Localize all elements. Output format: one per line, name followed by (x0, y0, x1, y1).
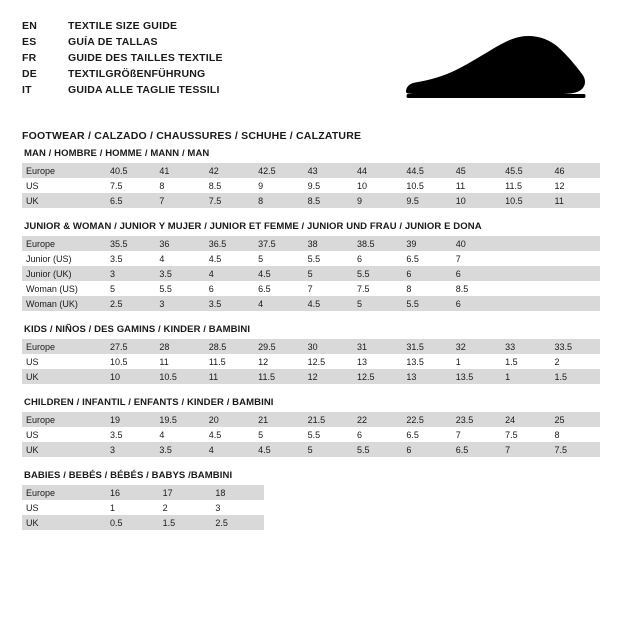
size-cell: 5 (254, 251, 303, 266)
size-cell: 45 (452, 163, 501, 178)
size-cell: 36.5 (205, 236, 254, 251)
table-row (22, 500, 264, 515)
block-heading: BABIES / BEBÉS / BÉBÉS / BABYS /BAMBINI (24, 470, 233, 481)
size-table-children (22, 412, 600, 457)
size-cell: 39 (402, 236, 451, 251)
table-row (22, 412, 600, 427)
table-row (22, 281, 600, 296)
size-cell: 46 (551, 163, 600, 178)
block-heading: KIDS / NIÑOS / DES GAMINS / KINDER / BAMBINI (24, 324, 251, 335)
language-row (22, 50, 223, 66)
size-cell: 31.5 (402, 339, 451, 354)
size-cell: 6 (452, 296, 501, 311)
table-row (22, 236, 600, 251)
size-cell: 7 (452, 251, 501, 266)
size-block-junior-woman (22, 221, 598, 311)
size-cell (551, 236, 600, 251)
size-cell: 2 (551, 354, 600, 369)
size-cell: 28.5 (205, 339, 254, 354)
language-title: GUIDE DES TAILLES TEXTILE (68, 52, 223, 64)
size-cell: 5.5 (353, 442, 402, 457)
language-code: IT (22, 84, 32, 96)
size-cell: 8.5 (304, 193, 353, 208)
size-cell: 7.5 (205, 193, 254, 208)
row-label: UK (22, 193, 106, 208)
size-cell: 42 (205, 163, 254, 178)
size-cell: 42.5 (254, 163, 303, 178)
size-cell: 1.5 (159, 515, 212, 530)
size-cell: 11.5 (254, 369, 303, 384)
row-label: UK (22, 369, 106, 384)
size-cell (501, 251, 550, 266)
row-label: US (22, 427, 106, 442)
language-title: TEXTILE SIZE GUIDE (68, 20, 178, 32)
size-cell: 3 (106, 266, 155, 281)
size-block-children (22, 397, 598, 457)
size-cell: 16 (106, 485, 159, 500)
size-cell: 37.5 (254, 236, 303, 251)
size-cell: 8 (551, 427, 600, 442)
size-cell (501, 296, 550, 311)
size-cell: 40.5 (106, 163, 155, 178)
size-cell: 38 (304, 236, 353, 251)
size-cell: 13 (402, 369, 451, 384)
size-cell: 7.5 (353, 281, 402, 296)
size-block-man (22, 148, 598, 208)
size-cell: 6 (402, 442, 451, 457)
language-row (22, 66, 223, 82)
size-cell: 8.5 (452, 281, 501, 296)
row-label: Junior (US) (22, 251, 106, 266)
size-cell: 23.5 (452, 412, 501, 427)
table-row (22, 296, 600, 311)
size-cell: 4 (205, 442, 254, 457)
size-cell: 22.5 (402, 412, 451, 427)
size-cell: 7 (501, 442, 550, 457)
row-label: Europe (22, 163, 106, 178)
size-cell: 2.5 (211, 515, 264, 530)
size-cell: 3.5 (155, 442, 204, 457)
size-cell: 11 (205, 369, 254, 384)
size-cell: 6.5 (402, 427, 451, 442)
size-cell: 10.5 (106, 354, 155, 369)
row-label: Woman (UK) (22, 296, 106, 311)
language-code: DE (22, 68, 37, 80)
size-block-kids (22, 324, 598, 384)
size-cell: 7 (155, 193, 204, 208)
table-row (22, 193, 600, 208)
language-code: EN (22, 20, 37, 32)
block-heading: CHILDREN / INFANTIL / ENFANTS / KINDER / BAMBINI (24, 397, 274, 408)
size-cell: 11 (452, 178, 501, 193)
size-cell: 7.5 (501, 427, 550, 442)
size-cell: 8.5 (205, 178, 254, 193)
block-heading: JUNIOR & WOMAN / JUNIOR Y MUJER / JUNIOR ET FEMME / JUNIOR UND FRAU / JUNIOR E DONA (24, 221, 482, 232)
table-row (22, 485, 264, 500)
size-cell: 20 (205, 412, 254, 427)
size-cell (551, 296, 600, 311)
size-cell: 10.5 (155, 369, 204, 384)
size-cell: 10 (452, 193, 501, 208)
size-cell: 3 (106, 442, 155, 457)
size-cell: 4.5 (304, 296, 353, 311)
size-cell: 4.5 (254, 266, 303, 281)
table-row (22, 442, 600, 457)
size-cell: 4 (155, 427, 204, 442)
table-row (22, 163, 600, 178)
size-cell: 32 (452, 339, 501, 354)
size-cell: 19 (106, 412, 155, 427)
size-cell: 5.5 (304, 251, 353, 266)
size-cell: 1 (452, 354, 501, 369)
size-cell: 6 (353, 427, 402, 442)
size-cell: 10.5 (501, 193, 550, 208)
row-label: UK (22, 515, 106, 530)
language-code: ES (22, 36, 37, 48)
size-cell: 43 (304, 163, 353, 178)
size-cell (551, 251, 600, 266)
size-cell: 6.5 (452, 442, 501, 457)
size-cell: 44.5 (402, 163, 451, 178)
table-row (22, 369, 600, 384)
size-cell: 0.5 (106, 515, 159, 530)
table-row (22, 354, 600, 369)
size-cell: 28 (155, 339, 204, 354)
size-cell: 6 (353, 251, 402, 266)
document-header (22, 18, 598, 114)
size-cell: 13.5 (452, 369, 501, 384)
size-cell (551, 266, 600, 281)
size-cell: 4.5 (205, 427, 254, 442)
language-code: FR (22, 52, 37, 64)
size-cell: 29.5 (254, 339, 303, 354)
size-cell: 6.5 (254, 281, 303, 296)
size-table-man (22, 163, 600, 208)
size-table-babies (22, 485, 264, 530)
size-cell: 1.5 (551, 369, 600, 384)
size-cell: 38.5 (353, 236, 402, 251)
table-row (22, 427, 600, 442)
size-cell: 45.5 (501, 163, 550, 178)
size-cell: 27.5 (106, 339, 155, 354)
size-cell: 1 (501, 369, 550, 384)
size-cell: 19.5 (155, 412, 204, 427)
size-cell: 1 (106, 500, 159, 515)
size-cell: 8 (402, 281, 451, 296)
size-cell: 3.5 (205, 296, 254, 311)
size-cell: 30 (304, 339, 353, 354)
size-cell: 4 (205, 266, 254, 281)
row-label: Europe (22, 236, 106, 251)
size-cell: 7.5 (106, 178, 155, 193)
size-cell: 9.5 (402, 193, 451, 208)
language-row (22, 82, 223, 98)
language-row (22, 34, 223, 50)
size-cell: 31 (353, 339, 402, 354)
size-cell: 4 (254, 296, 303, 311)
row-label: US (22, 500, 106, 515)
size-cell: 10 (353, 178, 402, 193)
size-cell: 33 (501, 339, 550, 354)
size-cell: 3.5 (155, 266, 204, 281)
size-cell: 6.5 (106, 193, 155, 208)
size-cell: 6.5 (402, 251, 451, 266)
size-cell: 12 (304, 369, 353, 384)
size-cell: 44 (353, 163, 402, 178)
size-cell: 5 (353, 296, 402, 311)
size-cell: 5 (106, 281, 155, 296)
table-row (22, 251, 600, 266)
size-table-junior-woman (22, 236, 600, 311)
size-cell: 33.5 (551, 339, 600, 354)
size-cell: 6 (452, 266, 501, 281)
dress-shoe-icon (400, 28, 590, 106)
size-cell: 4.5 (205, 251, 254, 266)
size-cell: 17 (159, 485, 212, 500)
size-cell: 3.5 (106, 251, 155, 266)
size-cell: 5.5 (353, 266, 402, 281)
size-cell: 12 (551, 178, 600, 193)
size-cell: 25 (551, 412, 600, 427)
size-cell (501, 236, 550, 251)
row-label: UK (22, 442, 106, 457)
size-cell: 3.5 (106, 427, 155, 442)
size-cell: 5 (304, 266, 353, 281)
size-cell: 12 (254, 354, 303, 369)
size-cell: 3 (155, 296, 204, 311)
row-label: Europe (22, 412, 106, 427)
size-cell: 21 (254, 412, 303, 427)
size-cell: 11.5 (501, 178, 550, 193)
size-cell: 4.5 (254, 442, 303, 457)
size-cell: 6 (205, 281, 254, 296)
language-row (22, 18, 223, 34)
size-cell: 11 (551, 193, 600, 208)
language-title-list (22, 18, 223, 98)
size-cell: 12.5 (353, 369, 402, 384)
size-cell: 5.5 (304, 427, 353, 442)
size-cell: 10 (106, 369, 155, 384)
size-cell: 3 (211, 500, 264, 515)
size-cell: 9 (353, 193, 402, 208)
size-cell: 9 (254, 178, 303, 193)
size-cell: 18 (211, 485, 264, 500)
size-cell: 21.5 (304, 412, 353, 427)
size-cell: 8 (254, 193, 303, 208)
language-title: GUÍA DE TALLAS (68, 36, 158, 48)
row-label: US (22, 178, 106, 193)
size-table-kids (22, 339, 600, 384)
size-cell: 2 (159, 500, 212, 515)
size-cell: 8 (155, 178, 204, 193)
size-cell: 13.5 (402, 354, 451, 369)
size-cell: 40 (452, 236, 501, 251)
size-cell: 7 (304, 281, 353, 296)
table-row (22, 266, 600, 281)
row-label: US (22, 354, 106, 369)
size-cell: 7.5 (551, 442, 600, 457)
size-cell: 24 (501, 412, 550, 427)
language-title: GUIDA ALLE TAGLIE TESSILI (68, 84, 220, 96)
block-heading: MAN / HOMBRE / HOMME / MANN / MAN (24, 148, 210, 159)
table-row (22, 339, 600, 354)
size-block-babies (22, 470, 598, 530)
size-cell: 22 (353, 412, 402, 427)
size-cell: 7 (452, 427, 501, 442)
size-cell: 12.5 (304, 354, 353, 369)
size-cell (501, 281, 550, 296)
size-cell: 13 (353, 354, 402, 369)
size-cell: 11 (155, 354, 204, 369)
row-label: Europe (22, 339, 106, 354)
size-cell: 11.5 (205, 354, 254, 369)
size-cell: 4 (155, 251, 204, 266)
size-cell (501, 266, 550, 281)
row-label: Woman (US) (22, 281, 106, 296)
footwear-section-title: FOOTWEAR / CALZADO / CHAUSSURES / SCHUHE / CALZATURE (22, 130, 362, 142)
size-cell: 10.5 (402, 178, 451, 193)
size-cell: 6 (402, 266, 451, 281)
row-label: Junior (UK) (22, 266, 106, 281)
size-cell: 41 (155, 163, 204, 178)
row-label: Europe (22, 485, 106, 500)
table-row (22, 178, 600, 193)
size-cell: 5 (254, 427, 303, 442)
size-cell: 1.5 (501, 354, 550, 369)
table-row (22, 515, 264, 530)
size-cell: 5.5 (402, 296, 451, 311)
size-cell (551, 281, 600, 296)
size-cell: 36 (155, 236, 204, 251)
size-cell: 5 (304, 442, 353, 457)
size-cell: 5.5 (155, 281, 204, 296)
size-cell: 9.5 (304, 178, 353, 193)
size-cell: 2.5 (106, 296, 155, 311)
language-title: TEXTILGRÖßENFÜHRUNG (68, 68, 206, 80)
size-cell: 35.5 (106, 236, 155, 251)
